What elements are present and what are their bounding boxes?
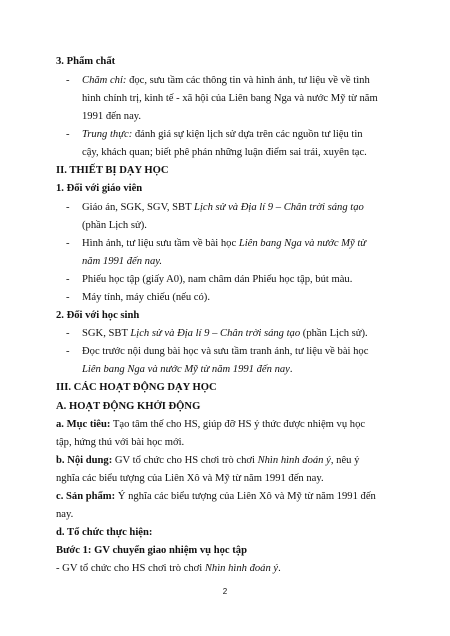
- list-item-trung-thuc: [82, 128, 363, 141]
- lesson-title: Liên bang Nga và nước Mỹ từ: [238, 238, 367, 249]
- text: GV tổ chức cho HS chơi trò chơi: [112, 455, 258, 466]
- to-chuc-label: d. Tổ chức thực hiện:: [56, 527, 153, 538]
- game-name: Nhìn hình đoán ý: [204, 563, 279, 574]
- text: SGK, SBT: [82, 328, 131, 339]
- book-title: Lịch sử và Địa lí 9 – Chân trời sáng tạo: [194, 202, 364, 213]
- step-1-title: Bước 1: GV chuyển giao nhiệm vụ học tập: [56, 545, 247, 556]
- text: Tạo tâm thế cho HS, giúp đỡ HS ý thức được nhiệm vụ học: [110, 419, 366, 430]
- label: c. Sản phẩm:: [56, 491, 116, 502]
- bullet-dash: -: [66, 238, 70, 249]
- text-line: năm 1991 đến nay.: [82, 256, 163, 267]
- muc-tieu-line: [56, 418, 365, 431]
- text-line: (phần Lịch sử).: [82, 220, 147, 231]
- text-line: [82, 363, 293, 376]
- text-line: tập, hứng thú với bài học mới.: [56, 437, 185, 448]
- subsection-title-hoc-sinh: 2. Đối với học sinh: [56, 310, 140, 321]
- subsection-title-giao-vien: 1. Đối với giáo viên: [56, 183, 143, 194]
- section-title-thiet-bi: II. THIẾT BỊ DẠY HỌC: [56, 165, 169, 176]
- list-item-doc-truoc: Đọc trước nội dung bài học và sưu tầm tranh ảnh, tư liệu về bài học: [82, 346, 369, 357]
- bullet-dash: -: [66, 328, 70, 339]
- text-line: nay.: [56, 509, 74, 520]
- bullet-dash: -: [66, 129, 70, 140]
- text-line: hình chính trị, kinh tế - xã hội của Liên bang Nga và nước Mỹ từ năm: [82, 93, 378, 104]
- text: đọc, sưu tầm các thông tin và hình ảnh, tư liệu về về tình: [126, 75, 370, 86]
- text-line: nghĩa các biểu tượng của Liên Xô và Mỹ từ năm 1991 đến nay.: [56, 473, 324, 484]
- list-item-giao-an: [82, 201, 364, 214]
- san-pham-line: [56, 490, 376, 503]
- bullet-dash: -: [66, 346, 70, 357]
- text: .: [289, 364, 293, 375]
- bullet-dash: -: [66, 274, 70, 285]
- subsection-title-khoi-dong: A. HOẠT ĐỘNG KHỞI ĐỘNG: [56, 401, 201, 412]
- text: đánh giá sự kiện lịch sử dựa trên các nguồn tư liệu tin: [132, 129, 363, 140]
- section-title-pham-chat: 3. Phẩm chất: [56, 56, 116, 67]
- text: - GV tổ chức cho HS chơi trò chơi: [56, 563, 205, 574]
- text: (phần Lịch sử).: [300, 328, 368, 339]
- label: b. Nội dung:: [56, 455, 113, 466]
- text: .: [278, 563, 281, 574]
- text: , nêu ý: [330, 455, 360, 466]
- label: a. Mục tiêu:: [56, 419, 111, 430]
- noi-dung-line: [56, 454, 359, 467]
- list-item-sgk-sbt: [82, 327, 368, 340]
- term-trung-thuc: Trung thực:: [82, 129, 133, 140]
- text-line: cậy, khách quan; biết phê phán những luận điểm sai trái, xuyên tạc.: [82, 147, 367, 158]
- term-cham-chi: Chăm chỉ:: [82, 75, 127, 86]
- list-item-may-tinh: Máy tính, máy chiếu (nếu có).: [82, 292, 210, 303]
- bullet-dash: -: [66, 75, 70, 86]
- page-number: 2: [222, 587, 228, 596]
- game-name: Nhìn hình đoán ý: [257, 455, 331, 466]
- bullet-dash: -: [66, 292, 70, 303]
- text: Ý nghĩa các biểu tượng của Liên Xô và Mỹ từ năm 1991 đến: [115, 491, 376, 502]
- lesson-title: Liên bang Nga và nước Mỹ từ năm 1991 đến nay: [82, 364, 290, 375]
- text: Giáo án, SGK, SGV, SBT: [82, 202, 195, 213]
- bullet-dash: -: [66, 202, 70, 213]
- list-item-phieu-hoc-tap: Phiếu học tập (giấy A0), nam châm dán Phiếu học tập, bút màu.: [82, 274, 353, 285]
- list-item-hinh-anh: [82, 237, 366, 250]
- book-title: Lịch sử và Địa lí 9 – Chân trời sáng tạo: [130, 328, 301, 339]
- step-1-text: [56, 562, 281, 575]
- text: Hình ảnh, tư liệu sưu tầm về bài học: [82, 238, 239, 249]
- section-title-hoat-dong: III. CÁC HOẠT ĐỘNG DẠY HỌC: [56, 382, 217, 393]
- text-line: 1991 đến nay.: [82, 111, 142, 122]
- list-item-cham-chi: [82, 74, 370, 87]
